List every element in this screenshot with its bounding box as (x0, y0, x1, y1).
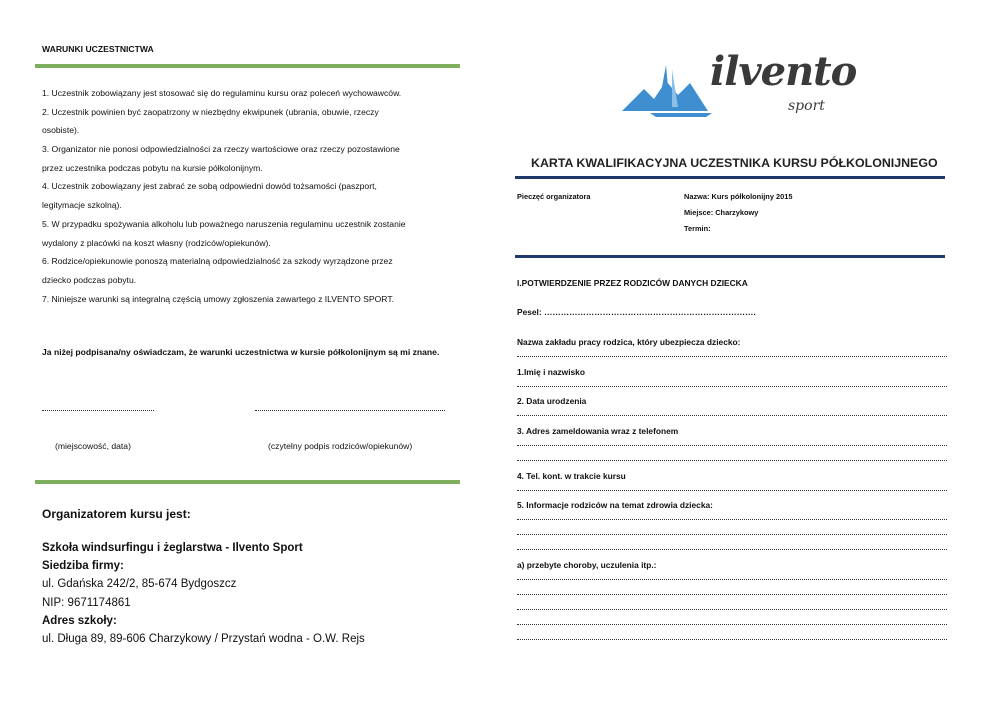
signature-line[interactable] (255, 410, 445, 411)
birthdate-line[interactable] (517, 415, 947, 416)
form-title: KARTA KWALIFIKACYJNA UCZESTNIKA KURSU PÓŁKOLONIJNEGO (531, 156, 938, 170)
name-label: 1.Imię i nazwisko (517, 367, 585, 377)
place-date-label: (miejscowość, data) (55, 441, 131, 451)
condition-line: dziecko podczas pobytu. (42, 275, 137, 285)
condition-line: 6. Rodzice/opiekunowie ponoszą materialną odpowiedzialność za szkody wyrządzone przez (42, 256, 393, 266)
hq-label: Siedziba firmy: (42, 560, 124, 572)
navy-divider-bottom (515, 255, 945, 258)
logo-sub: sport (788, 98, 825, 114)
illnesses-line[interactable] (517, 639, 947, 640)
address-label: 3. Adres zameldowania wraz z telefonem (517, 426, 679, 436)
declaration-text: Ja niżej podpisana/ny oświadczam, że warunki uczestnictwa w kursie półkolonijnym są mi znane. (42, 347, 440, 357)
illnesses-line[interactable] (517, 609, 947, 610)
logo-wordmark: ilvento (710, 48, 857, 95)
course-term: Termin: (684, 224, 711, 233)
navy-divider-top (515, 176, 945, 179)
condition-line: wydalony z placówki na koszt własny (rodziców/opiekunów). (42, 238, 271, 248)
organizer-name: Szkoła windsurfingu i żeglarstwa - Ilvento Sport (42, 542, 303, 554)
course-place: Miejsce: Charzykowy (684, 208, 759, 217)
condition-line: 1. Uczestnik zobowiązany jest stosować się do regulaminu kursu oraz poleceń wychowawców. (42, 88, 402, 98)
condition-line: 5. W przypadku spożywania alkoholu lub poważnego naruszenia regulaminu uczestnik zostanie (42, 219, 406, 229)
hq-address: ul. Gdańska 242/2, 85-674 Bydgoszcz (42, 578, 237, 590)
employer-label: Nazwa zakładu pracy rodzica, który ubezpiecza dziecko: (517, 337, 741, 347)
school-label: Adres szkoły: (42, 615, 117, 627)
condition-line: przez uczestnika podczas pobytu na kursie półkolonijnym. (42, 163, 263, 173)
address-line[interactable] (517, 445, 947, 446)
condition-line: 4. Uczestnik zobowiązany jest zabrać ze sobą odpowiedni dowód tożsamości (paszport, (42, 181, 377, 191)
health-label: 5. Informacje rodziców na temat zdrowia dziecka: (517, 500, 713, 510)
address-line[interactable] (517, 460, 947, 461)
health-line[interactable] (517, 519, 947, 520)
employer-line[interactable] (517, 356, 947, 357)
stamp-label: Pieczęć organizatora (517, 192, 591, 201)
green-divider-top (35, 64, 460, 68)
section-title: I.POTWIERDZENIE PRZEZ RODZICÓW DANYCH DZIECKA (517, 278, 748, 288)
condition-line: osobiste). (42, 125, 80, 135)
illnesses-label: a) przebyte choroby, uczulenia itp.: (517, 560, 657, 570)
pesel-field[interactable]: Pesel: …………………………………………………………………. (517, 307, 756, 317)
place-date-line[interactable] (42, 410, 154, 411)
condition-line: 3. Organizator nie ponosi odpowiedzialności za rzeczy wartościowe oraz rzeczy pozostawione (42, 144, 400, 154)
condition-line: 7. Niniejsze warunki są integralną częścią umowy zgłoszenia zawartego z ILVENTO SPORT. (42, 294, 395, 304)
illnesses-line[interactable] (517, 579, 947, 580)
health-line[interactable] (517, 534, 947, 535)
organizer-title: Organizatorem kursu jest: (42, 507, 191, 521)
illnesses-line[interactable] (517, 594, 947, 595)
illnesses-line[interactable] (517, 624, 947, 625)
phone-line[interactable] (517, 490, 947, 491)
conditions-heading: WARUNKI UCZESTNICTWA (42, 44, 154, 54)
name-line[interactable] (517, 386, 947, 387)
signature-label: (czytelny podpis rodziców/opiekunów) (268, 441, 413, 451)
health-line[interactable] (517, 549, 947, 550)
course-name: Nazwa: Kurs półkolonijny 2015 (684, 192, 793, 201)
green-divider-bottom (35, 480, 460, 484)
condition-line: 2. Uczestnik powinien być zaopatrzony w niezbędny ekwipunek (ubrania, obuwie, rzeczy (42, 107, 379, 117)
nip: NIP: 9671174861 (42, 597, 131, 609)
phone-label: 4. Tel. kont. w trakcie kursu (517, 471, 626, 481)
birthdate-label: 2. Data urodzenia (517, 396, 587, 406)
school-address: ul. Długa 89, 89-606 Charzykowy / Przystań wodna - O.W. Rejs (42, 633, 365, 645)
condition-line: legitymacje szkolną). (42, 200, 122, 210)
